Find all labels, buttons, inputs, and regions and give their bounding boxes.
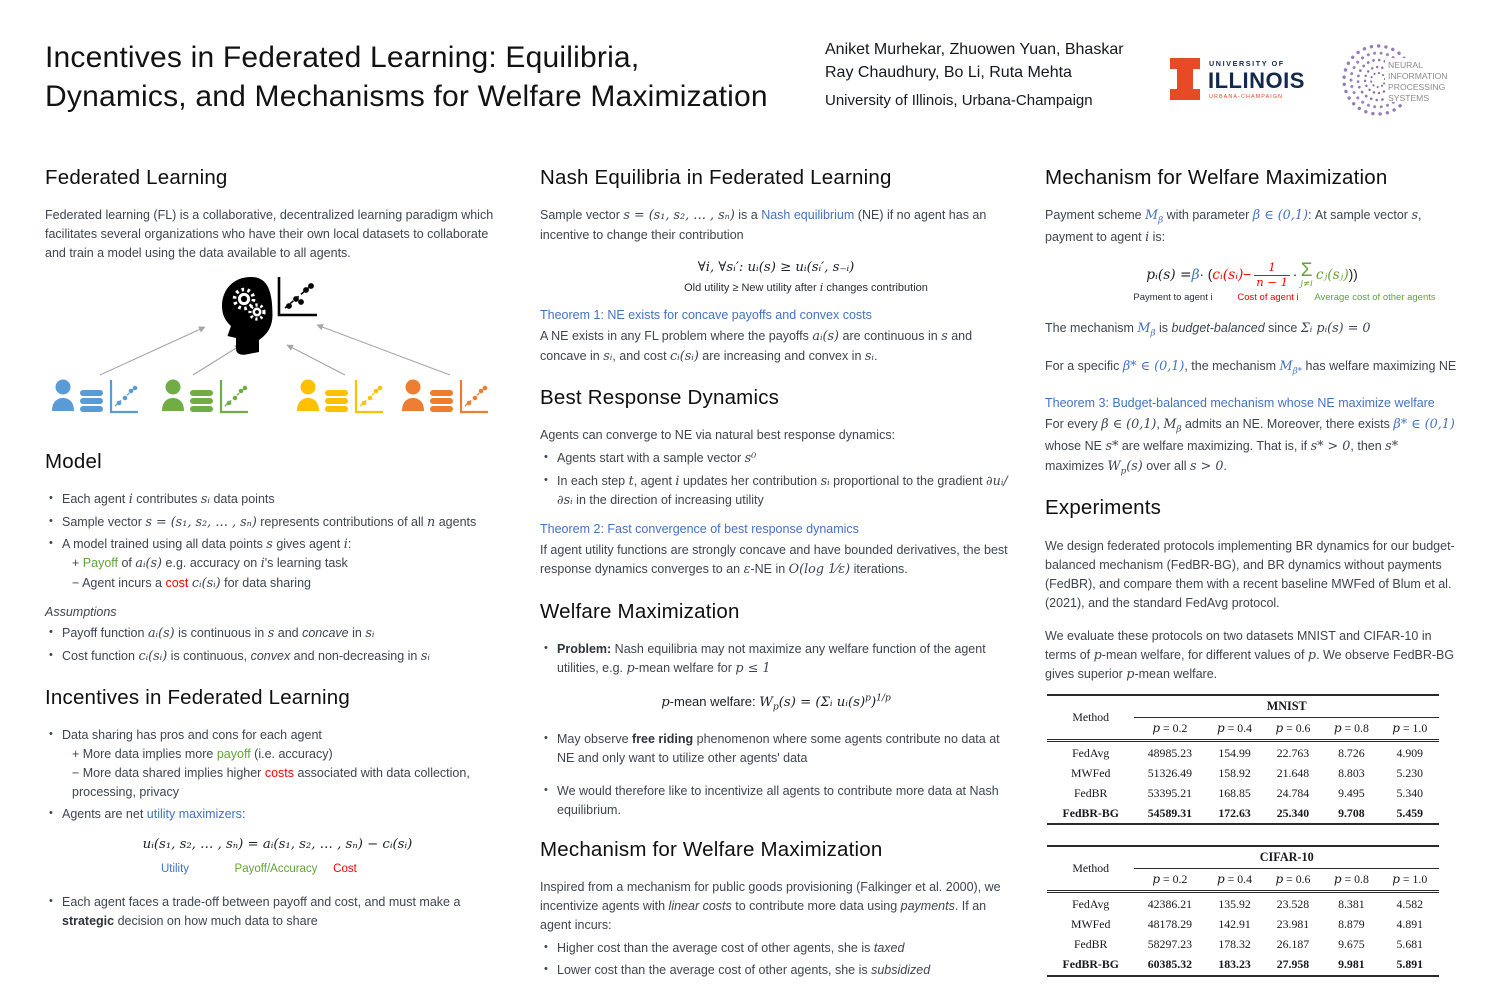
neurips-text-4: SYSTEMS (1388, 93, 1430, 103)
svg-text:URBANA-CHAMPAIGN: URBANA-CHAMPAIGN (1209, 94, 1284, 100)
utility-formula: uᵢ(s₁, s₂, … , sₙ) = aᵢ(s₁, s₂, … , sₙ) − cᵢ(sᵢ) (142, 837, 413, 853)
payment-fraction (1254, 261, 1290, 288)
value-cell: 9.675 (1338, 936, 1365, 951)
authors (825, 38, 1124, 84)
uiuc-logo (1168, 52, 1308, 108)
neurips-swirl-icon (1338, 32, 1450, 128)
neurips-text-2: INFORMATION (1388, 71, 1448, 81)
method-cell: MWFed (1071, 916, 1111, 931)
table-row (1047, 740, 1439, 763)
model-cost-line: − Agent incurs a cost cᵢ(sᵢ) for data sharing (72, 575, 311, 591)
payment-cost-term: cᵢ(sᵢ) (1212, 266, 1244, 283)
value-cell: 4.909 (1396, 745, 1424, 760)
column-right (1045, 162, 1459, 997)
database-icon (325, 390, 348, 412)
mechanism-intro: Payment scheme $M_\beta$ with parameter β ∈ (0,1): At sample vector s, payment to agent i is: (1045, 208, 1422, 245)
poster-title (45, 38, 768, 116)
local-chart-icon (461, 380, 488, 412)
incentives-cost-line: − More data shared implies higher costs associated with data collection, processing, privacy (72, 766, 470, 800)
method-cell: MWFed (1071, 765, 1111, 780)
list-item: • Problem: Nash equilibria may not maximize any welfare function of the agent utilities, e.g. p-mean welfare for p ≤ 1 (557, 640, 1012, 678)
method-cell: FedBR (1073, 785, 1108, 800)
list-item: • Lower cost than the average cost of other agents, she is subsidized (557, 961, 1012, 980)
value-cell: 9.981 (1338, 956, 1365, 971)
list-item: • Sample vector s = (s₁, s₂, … , sₙ) represents contributions of all n agents (62, 513, 510, 532)
table-row (1047, 955, 1439, 976)
fraction-numerator: 1 (1268, 260, 1276, 275)
fraction-denominator: n − 1 (1256, 274, 1288, 289)
list-item: • Each agent i contributes sᵢ data points (62, 490, 510, 509)
column-header-method: Method (1047, 695, 1134, 740)
value-cell: 25.340 (1276, 805, 1310, 820)
list-item: • In each step t, agent i updates her contribution sᵢ proportional to the gradient ∂uᵢ/∂sᵢ in the direction of increasing utility (557, 472, 1012, 511)
column-header-p04: p = 0.4 (1205, 717, 1263, 740)
theorem-3-body: For every β ∈ (0,1), $M_\beta$ admits an NE. Moreover, there exists β* ∈ (0,1) whose NE s* are welfare maximizing. That is, if s* > 0, then s* maximizes $W_p(s)$ over all s > 0. (1045, 417, 1455, 477)
label-utility: Utility (160, 863, 190, 876)
payment-minus: − (1243, 266, 1252, 282)
authors-line-2: Ray Chaudhury, Bo Li, Ruta Mehta (825, 64, 1072, 82)
value-cell: 27.958 (1276, 956, 1310, 971)
value-cell: 42386.21 (1147, 896, 1192, 911)
payment-formula-labels (1045, 291, 1459, 307)
sigma-symbol: Σ (1300, 260, 1313, 282)
nash-formula: ∀i, ∀sᵢ′: uᵢ(s) ≥ uᵢ(sᵢ′, s₋ᵢ) (697, 259, 855, 275)
dataset-header-mnist: MNIST (1134, 695, 1439, 717)
value-cell: 54589.31 (1147, 805, 1192, 820)
neurips-text-3: PROCESSING (1388, 82, 1446, 92)
title-line-2: Dynamics, and Mechanisms for Welfare Maximization (45, 80, 768, 113)
value-cell: 9.495 (1338, 785, 1365, 800)
federated-learning-diagram (45, 275, 510, 438)
incentives-b1: • Data sharing has pros and cons for each agent (62, 728, 322, 743)
list-item (62, 726, 510, 802)
incentives-bullets-2 (45, 893, 510, 931)
table-row (1047, 891, 1439, 914)
value-cell: 22.763 (1276, 745, 1310, 760)
model-bullets (45, 490, 510, 593)
label-cost-of-agent: Cost of agent i (1237, 291, 1299, 303)
list-item (62, 535, 510, 593)
column-header-p04: p = 0.4 (1205, 869, 1263, 892)
value-cell: 48178.29 (1147, 916, 1192, 931)
value-cell: 4.891 (1396, 916, 1424, 931)
value-cell: 8.381 (1338, 896, 1365, 911)
payment-cdot: · (1292, 266, 1298, 282)
assumption-bullets (45, 624, 510, 666)
experiments-p1: We design federated protocols implementing BR dynamics for our budget-balanced mechanism (FedBR-BG), and BR dynamics without payments (FedBR), and compare them with a recent baseline MWFed of Blum et al. (2021), and the standard FedAvg protocol. (1045, 538, 1455, 610)
value-cell: 135.92 (1218, 896, 1251, 911)
column-header-p10: p = 1.0 (1381, 717, 1439, 740)
table-row (1047, 784, 1439, 804)
value-cell: 5.230 (1396, 765, 1424, 780)
database-icon (80, 390, 103, 412)
value-cell: 142.91 (1218, 916, 1251, 931)
column-header-p02: p = 0.2 (1134, 717, 1205, 740)
theorem-2-title: Theorem 2: Fast convergence of best response dynamics (540, 522, 859, 537)
mnist-results-table (1047, 694, 1439, 825)
list-item: • Agents are net utility maximizers: (62, 805, 510, 824)
column-header-method: Method (1047, 846, 1134, 891)
theorem-1-title: Theorem 1: NE exists for concave payoffs and convex costs (540, 308, 872, 323)
theorem-3-title: Theorem 3: Budget-balanced mechanism whose NE maximize welfare (1045, 396, 1435, 411)
section-heading-nash: Nash Equilibria in Federated Learning (540, 166, 892, 189)
value-cell: 48985.23 (1147, 745, 1192, 760)
list-item: • Payoff function aᵢ(s) is continuous in s and concave in sᵢ (62, 624, 510, 643)
list-item: • Each agent faces a trade-off between payoff and cost, and must make a strategic decision on how much data to share (62, 893, 510, 931)
svg-text:ILLINOIS: ILLINOIS (1208, 68, 1305, 93)
experiments-p2: We evaluate these protocols on two datasets MNIST and CIFAR-10 in terms of p-mean welfare, for different values of p. We observe FedBR-BG gives superior p-mean welfare. (1045, 628, 1455, 682)
cifar-table-body (1047, 891, 1439, 975)
payment-beta: β (1191, 266, 1200, 283)
column-middle (540, 162, 1012, 990)
table-row (1047, 935, 1439, 955)
neurips-text-1: NEURAL (1388, 60, 1423, 70)
section-heading-brd: Best Response Dynamics (540, 386, 780, 410)
incentives-payoff-line: + More data implies more payoff (i.e. accuracy) (72, 747, 333, 762)
method-cell: FedAvg (1072, 896, 1110, 911)
value-cell: 58297.23 (1147, 936, 1192, 951)
brd-intro: Agents can converge to NE via natural best response dynamics: (540, 428, 896, 443)
value-cell: 51326.49 (1147, 765, 1192, 780)
method-cell: FedAvg (1072, 745, 1110, 760)
incentives-bullets (45, 726, 510, 824)
uiuc-block-i-icon (1168, 52, 1308, 108)
value-cell: 23.981 (1276, 916, 1310, 931)
payment-lhs: pᵢ(s) = (1146, 266, 1192, 283)
value-cell: 23.528 (1276, 896, 1310, 911)
value-cell: 5.891 (1396, 956, 1424, 971)
section-heading-mechanism-mid: Mechanism for Welfare Maximization (540, 837, 883, 861)
section-heading-experiments: Experiments (1045, 496, 1162, 520)
database-icon (430, 390, 453, 412)
method-cell: FedBR-BG (1062, 956, 1119, 971)
value-cell: 168.85 (1218, 785, 1251, 800)
nash-intro: Sample vector s = (s₁, s₂, … , sₙ) is a Nash equilibrium (NE) if no agent has an incentive to change their contribution (540, 208, 987, 242)
mnist-table-body (1047, 740, 1439, 824)
agent-blue (52, 380, 138, 413)
column-header-p02: p = 0.2 (1134, 869, 1205, 892)
value-cell: 60385.32 (1147, 956, 1192, 971)
column-header-p06: p = 0.6 (1264, 717, 1322, 740)
value-cell: 9.708 (1338, 805, 1365, 820)
value-cell: 154.99 (1218, 745, 1251, 760)
list-item: • Cost function cᵢ(sᵢ) is continuous, convex and non-decreasing in sᵢ (62, 647, 510, 666)
method-cell: FedBR-BG (1062, 805, 1119, 820)
value-cell: 178.32 (1218, 936, 1251, 951)
welfare-bullets-2 (540, 730, 1012, 820)
table-row (1047, 764, 1439, 784)
label-payment-to-agent: Payment to agent i (1133, 291, 1213, 303)
label-cost: Cost (333, 863, 357, 876)
section-heading-model: Model (45, 450, 102, 474)
table-row (1047, 804, 1439, 825)
cifar-results-table (1047, 845, 1439, 976)
table-row (1047, 915, 1439, 935)
list-item: • We would therefore like to incentivize all agents to contribute more data at Nash equilibrium. (557, 782, 1012, 820)
sigma-limits: j≠i (1300, 279, 1313, 290)
utility-formula-labels (45, 861, 510, 879)
column-header-p08: p = 0.8 (1322, 717, 1380, 740)
federated-learning-intro: Federated learning (FL) is a collaborative, decentralized learning paradigm which facilitates several organizations who have their own local datasets to collaborate and train a model using the data available to all agents. (45, 208, 494, 261)
server-brain-icon (222, 277, 273, 355)
global-model-chart-icon (279, 277, 317, 315)
agent-orange (402, 380, 488, 413)
specific-beta-line: For a specific β* ∈ (0,1), the mechanism $M_{\beta*}$ has welfare maximizing NE (1045, 358, 1457, 377)
payment-sum-term: cⱼ(sⱼ) (1315, 266, 1349, 283)
label-payoff-accuracy: Payoff/Accuracy (234, 863, 318, 876)
model-payoff-line: + Payoff of aᵢ(s) e.g. accuracy on i's learning task (72, 556, 348, 572)
mechanism-mid-intro: Inspired from a mechanism for public goods provisioning (Falkinger et al. 2000), we incentivize agents with linear costs to contribute more data using payments. If an agent incurs: (540, 879, 1001, 932)
pmean-formula: p-mean welfare: $W_p(s)$ = (Σᵢ $uᵢ(s)^p)^{1/p}$ (661, 694, 891, 713)
database-icon (190, 390, 213, 412)
section-heading-welfare: Welfare Maximization (540, 599, 740, 623)
theorem-1-body: A NE exists in any FL problem where the payoffs aᵢ(s) are continuous in s and concave in sᵢ, and cost cᵢ(sᵢ) are increasing and convex in sᵢ. (540, 329, 973, 364)
welfare-bullets (540, 640, 1012, 678)
value-cell: 158.92 (1218, 765, 1251, 780)
affiliation: University of Illinois, Urbana-Champaign (825, 92, 1093, 109)
value-cell: 4.582 (1396, 896, 1424, 911)
local-chart-icon (221, 380, 248, 412)
value-cell: 5.340 (1396, 785, 1424, 800)
section-heading-incentives: Incentives in Federated Learning (45, 685, 350, 709)
value-cell: 21.648 (1276, 765, 1310, 780)
theorem-2-body: If agent utility functions are strongly concave and have bounded derivatives, the best response dynamics converges to an ε-NE in O(log 1⁄ε) iterations. (540, 543, 1008, 578)
person-icon (402, 380, 424, 412)
section-heading-federated-learning: Federated Learning (45, 166, 228, 189)
column-header-p08: p = 0.8 (1322, 869, 1380, 892)
payment-open: · ( (1199, 266, 1213, 282)
local-chart-icon (356, 380, 383, 412)
value-cell: 5.681 (1396, 936, 1424, 951)
neurips-logo (1338, 32, 1450, 128)
list-item: • Higher cost than the average cost of other agents, she is taxed (557, 939, 1012, 958)
value-cell: 183.23 (1218, 956, 1251, 971)
uiuc-text-small: UNIVERSITY OF (1209, 59, 1285, 68)
value-cell: 172.63 (1218, 805, 1251, 820)
value-cell: 24.784 (1276, 785, 1310, 800)
agent-yellow (297, 380, 383, 413)
payment-close: )) (1348, 266, 1358, 282)
budget-balanced-line: The mechanism $M_\beta$ is budget-balanced since Σᵢ pᵢ(s) = 0 (1045, 320, 1371, 339)
list-item: • May observe free riding phenomenon where some agents contribute no data at NE and only want to utilize other agents' data (557, 730, 1012, 768)
mechanism-mid-bullets (540, 939, 1012, 980)
person-icon (52, 380, 74, 412)
value-cell: 5.459 (1396, 805, 1424, 820)
value-cell: 26.187 (1276, 936, 1310, 951)
upload-arrows (100, 325, 450, 375)
person-icon (297, 380, 319, 412)
label-average-cost: Average cost of other agents (1314, 291, 1436, 303)
dataset-header-cifar10: CIFAR-10 (1134, 846, 1439, 868)
authors-line-1: Aniket Murhekar, Zhuowen Yuan, Bhaskar (825, 41, 1124, 58)
value-cell: 8.879 (1338, 916, 1365, 931)
brd-bullets (540, 449, 1012, 510)
column-header-p06: p = 0.6 (1264, 869, 1322, 892)
title-line-1: Incentives in Federated Learning: Equilibria, (45, 41, 640, 74)
model-b3: • A model trained using all data points s gives agent i: (62, 537, 352, 553)
value-cell: 53395.21 (1147, 785, 1192, 800)
column-header-p10: p = 1.0 (1381, 869, 1439, 892)
value-cell: 8.803 (1338, 765, 1365, 780)
agent-green (162, 380, 248, 413)
payment-sum (1300, 261, 1312, 289)
list-item: • Agents start with a sample vector s⁰ (557, 449, 1012, 468)
column-left (45, 162, 510, 941)
section-heading-mechanism: Mechanism for Welfare Maximization (1045, 166, 1388, 189)
method-cell: FedBR (1073, 936, 1108, 951)
value-cell: 8.726 (1338, 745, 1365, 760)
payment-formula (1045, 261, 1459, 289)
assumptions-label: Assumptions (45, 605, 117, 620)
person-icon (162, 380, 184, 412)
nash-formula-note: Old utility ≥ New utility after i changes contribution (684, 280, 928, 294)
local-chart-icon (111, 380, 138, 412)
